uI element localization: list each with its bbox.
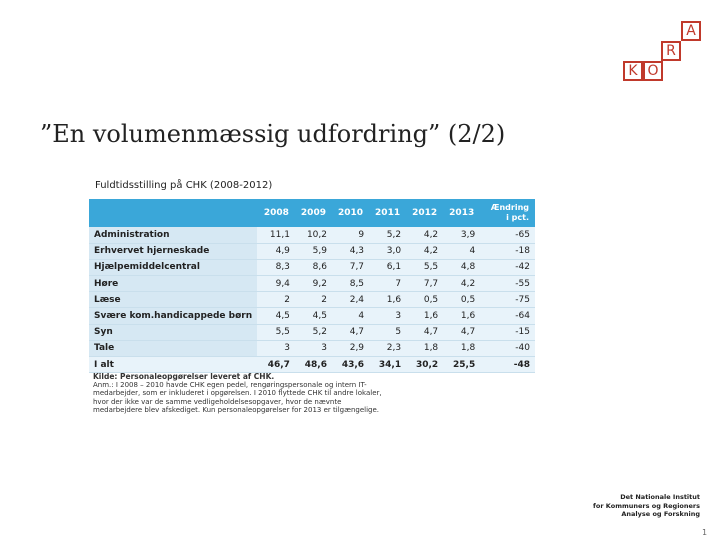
table-cell: 4,2 [406,243,443,259]
table-cell: 5,2 [369,227,406,243]
table-cell: 4,7 [332,324,369,340]
header-cell: 2011 [369,199,406,227]
table-cell: 10,2 [295,227,332,243]
institute-name [580,493,700,519]
table-cell: -64 [480,308,535,324]
header-cell: 2008 [257,199,295,227]
table-cell: -48 [480,357,535,373]
table-cell: 11,1 [257,227,295,243]
table-cell: 5,9 [295,243,332,259]
table-cell: 1,6 [406,308,443,324]
table-cell: 3,0 [369,243,406,259]
table-cell: 3 [257,340,295,356]
table-cell: 5 [369,324,406,340]
table-cell: 4,5 [295,308,332,324]
table-cell: 5,5 [257,324,295,340]
table-cell: 48,6 [295,357,332,373]
table-cell: -55 [480,276,535,292]
table-cell: 4,2 [443,276,480,292]
table-cell: 46,7 [257,357,295,373]
row-label: Administration [89,227,257,243]
table-cell: 3,9 [443,227,480,243]
row-label: Hjælpemiddelcentral [89,259,257,275]
source-text: Kilde: Personaleopgørelser leveret af CHK. [93,372,275,381]
table-cell: 4 [332,308,369,324]
row-label: Syn [89,324,257,340]
table-cell: 5,5 [406,259,443,275]
table-cell: 4,8 [443,259,480,275]
table-cell: 8,3 [257,259,295,275]
table-cell: -65 [480,227,535,243]
table-cell: 34,1 [369,357,406,373]
table-row [89,292,535,308]
table-cell: 2,9 [332,340,369,356]
table-cell: 6,1 [369,259,406,275]
table-header-row [89,199,535,227]
table-cell: 1,6 [369,292,406,308]
table-cell: 2 [295,292,332,308]
table-cell: 7,7 [332,259,369,275]
table-cell: 9,4 [257,276,295,292]
table-cell: 5,2 [295,324,332,340]
table-row [89,357,535,373]
table-cell: 3 [295,340,332,356]
header-cell: 2012 [406,199,443,227]
header-cell: 2009 [295,199,332,227]
header-cell-change: Ændring i pct. [480,199,535,227]
employment-table [89,199,535,373]
table-cell: 4,9 [257,243,295,259]
table-row [89,259,535,275]
logo-letter-k: K [623,61,643,81]
table-source-note [93,373,383,414]
table-cell: 3 [369,308,406,324]
table-cell: 0,5 [406,292,443,308]
row-label: Høre [89,276,257,292]
table-cell: 8,6 [295,259,332,275]
table-cell: -40 [480,340,535,356]
table-row [89,324,535,340]
table-cell: 9 [332,227,369,243]
table-cell: 43,6 [332,357,369,373]
table-cell: 4,5 [257,308,295,324]
table-cell: -42 [480,259,535,275]
slide-title: ”En volumenmæssig udfordring” (2/2) [40,120,506,148]
table-cell: 2,3 [369,340,406,356]
institute-line: Analyse og Forskning [621,510,700,518]
header-cell [89,199,257,227]
logo-letter-r: R [661,41,681,61]
row-label: Læse [89,292,257,308]
annotation-text: Anm.: I 2008 – 2010 havde CHK egen pedel, rengøringspersonale og intern IT-medarbejder, som er inkluderet i opgørelsen. I 2010 flyttede CHK til andre lokaler, hvor der ikke var de samme vedligeholdelsesopgaver, hvor de nævnte medarbejdere blev afskediget. Kun personaleopgørelser for 2013 er tilgængelige. [93,381,382,414]
table-cell: 4,7 [443,324,480,340]
header-cell: 2010 [332,199,369,227]
table-cell: 4,3 [332,243,369,259]
header-cell: 2013 [443,199,480,227]
row-label: I alt [89,357,257,373]
table-cell: 7,7 [406,276,443,292]
table-cell: 4,2 [406,227,443,243]
table-cell: 9,2 [295,276,332,292]
table-cell: 4 [443,243,480,259]
table-row [89,308,535,324]
table-cell: 2 [257,292,295,308]
row-label: Svære kom.handicappede børn [89,308,257,324]
table-row [89,227,535,243]
logo-letter-a: A [681,21,701,41]
table-cell: 1,6 [443,308,480,324]
table-cell: 25,5 [443,357,480,373]
table-cell: 30,2 [406,357,443,373]
table-cell: 0,5 [443,292,480,308]
table-title: Fuldtidsstilling på CHK (2008-2012) [95,180,273,191]
row-label: Tale [89,340,257,356]
row-label: Erhvervet hjerneskade [89,243,257,259]
table-row [89,340,535,356]
table-cell: -18 [480,243,535,259]
institute-line: Det Nationale Institut [620,493,700,501]
table-row [89,243,535,259]
table-cell: -75 [480,292,535,308]
table-cell: 1,8 [443,340,480,356]
table-cell: -15 [480,324,535,340]
table-cell: 8,5 [332,276,369,292]
table-cell: 1,8 [406,340,443,356]
table-cell: 2,4 [332,292,369,308]
table-cell: 7 [369,276,406,292]
table-cell: 4,7 [406,324,443,340]
institute-line: for Kommuners og Regioners [593,501,700,510]
logo-letter-o: O [643,61,663,81]
page-number: 1 [702,528,708,537]
table-row [89,276,535,292]
